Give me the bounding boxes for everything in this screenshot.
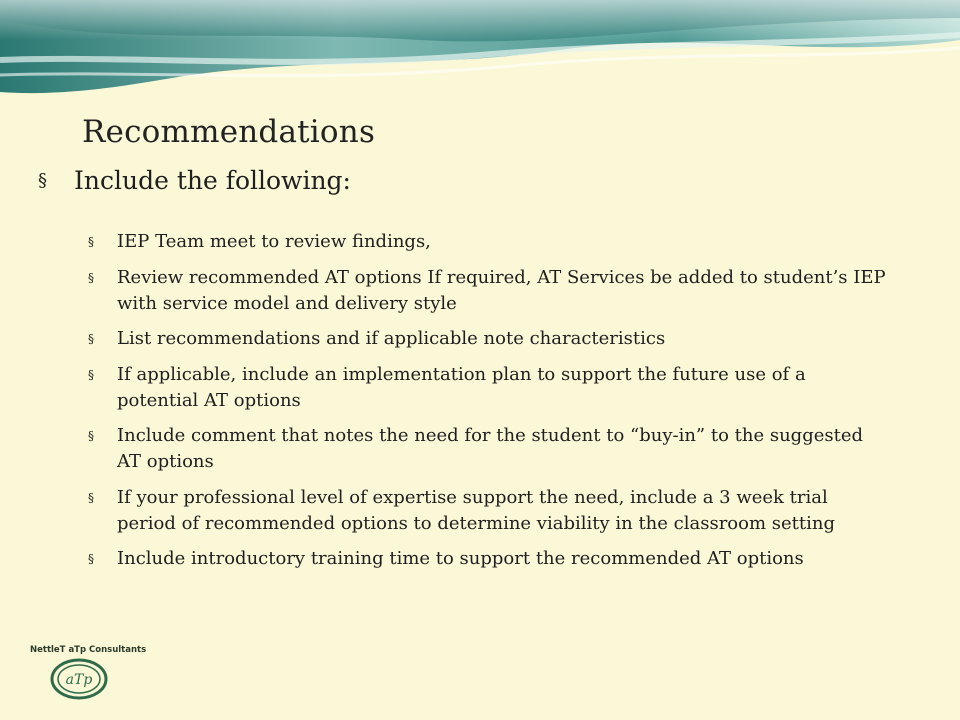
list-item bbox=[88, 326, 888, 352]
recommendation-list bbox=[88, 229, 888, 582]
list-item-text: Review recommended AT options If required, AT Services be added to student’s IEP with service model and delivery style bbox=[117, 266, 886, 314]
atp-logo-icon bbox=[50, 657, 108, 701]
lead-text: Include the following: bbox=[74, 166, 351, 195]
list-item bbox=[88, 423, 888, 475]
bullet-icon: § bbox=[88, 429, 94, 443]
bullet-icon: § bbox=[38, 170, 47, 191]
list-item-text: List recommendations and if applicable note characteristics bbox=[117, 328, 666, 349]
list-item-text: If applicable, include an implementation plan to support the future use of a potential AT options bbox=[117, 363, 806, 411]
bullet-icon: § bbox=[88, 270, 94, 285]
list-item bbox=[88, 546, 888, 572]
company-logo bbox=[30, 645, 147, 705]
lead-bullet-item bbox=[38, 166, 351, 195]
list-item-text: Include introductory training time to support the recommended AT options bbox=[117, 548, 804, 569]
logo-caption: NettleT aTp Consultants bbox=[30, 645, 147, 655]
list-item bbox=[88, 229, 888, 255]
bullet-icon: § bbox=[88, 552, 94, 566]
decorative-banner bbox=[0, 0, 960, 100]
list-item bbox=[88, 362, 888, 414]
list-item-text: Include comment that notes the need for the student to “buy-in” to the suggested AT options bbox=[117, 425, 864, 472]
bullet-icon: § bbox=[88, 367, 94, 382]
list-item-text: IEP Team meet to review findings, bbox=[117, 231, 431, 252]
logo-mark-text: aTp bbox=[65, 672, 93, 688]
bullet-icon: § bbox=[88, 490, 94, 505]
bullet-icon: § bbox=[88, 332, 94, 346]
list-item bbox=[88, 265, 888, 317]
list-item bbox=[88, 485, 888, 537]
bullet-icon: § bbox=[88, 235, 94, 249]
slide-title: Recommendations bbox=[82, 114, 376, 150]
list-item-text: If your professional level of expertise support the need, include a 3 week trial period of recommended options to determine viability in the classroom setting bbox=[117, 486, 835, 534]
